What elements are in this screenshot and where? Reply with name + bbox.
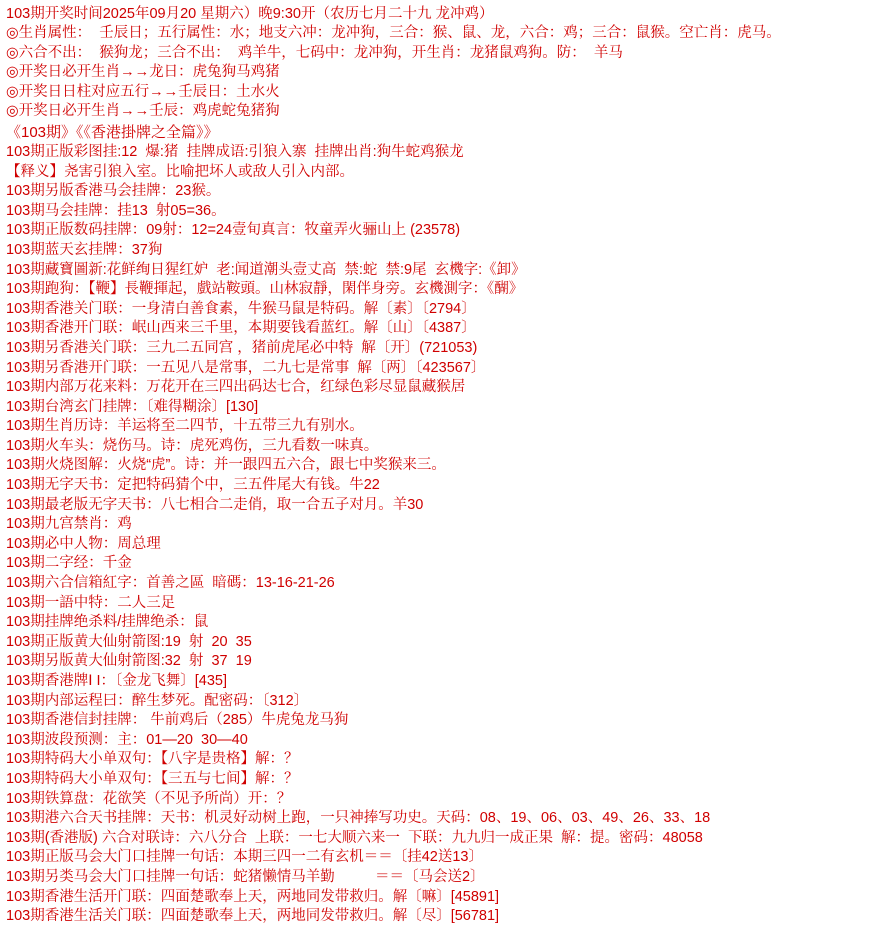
body-line: 103期正版数码挂牌：09射：12=24壹旬真言：牧童弄火骊山上 (23578) [6,222,461,239]
body-line: 103期另版黄大仙射箭图:32 射 37 19 [6,653,252,670]
body-line: 103期波段预测：主：01—20 30—40 [6,731,248,748]
body-line: 103期另版香港马会挂牌：23猴。 [6,183,221,200]
body-line: 103期(香港版) 六合对联诗：六八分合 上联：一七大顺六来一 下联：九九归一成正果 解：提。密码：48058 [6,829,703,846]
body-line: 103期藏寶圖新:花鲜绚日猩红妒 老:闻道潮头壹丈高 禁:蛇 禁:9尾 玄機字:《卸》 [6,261,526,278]
body-line: 103期另香港关门联：三九二五同宫 ，猪前虎尾必中特 解〔开〕(721053) [6,339,478,356]
body-line: 103期正版马会大门口挂牌一句话：本期三四一二有玄机＝＝〔挂42送13〕 [6,849,483,866]
body-line: 103期台湾玄门挂牌：〔难得糊涂〕[130] [6,398,259,415]
body-line: 103期火车头：烧伤马。诗：虎死鸡伤，三九看数一味真。 [6,437,379,454]
body-block [6,143,884,927]
body-line: 103期另类马会大门口挂牌一句话：蛇猪懒情马羊勤 ＝＝〔马会送2〕 [6,868,485,885]
body-line: 103期必中人物：周总理 [6,535,161,552]
body-line: 103期生肖历诗：羊运将至二四节，十五带三九有别水。 [6,418,364,435]
attribute-line: ◎开奖日必开生肖→→龙日：虎兔狗马鸡猪 [6,64,280,81]
body-line: 【释义】尧害引狼入室。比喻把坏人或敌人引入内部。 [6,163,354,180]
body-line: 103期另香港开门联：一五见八是常事，二九七是常事 解〔两〕〔423567〕 [6,359,486,376]
body-line: 103期马会挂牌：挂13 射05=36。 [6,202,226,219]
body-line: 103期内部运程曰：醉生梦死。配密码：〔312〕 [6,692,309,709]
attribute-line: ◎六合不出： 猴狗龙；三合不出： 鸡羊牛，七码中：龙冲狗，开生肖：龙猪鼠鸡狗。防： 羊马 [6,44,623,61]
body-line: 103期香港开门联：岷山西来三千里，本期要钱看蓝红。解〔山〕〔4387〕 [6,320,476,337]
body-line: 103期一語中特：二人三足 [6,594,176,611]
body-line: 103期火烧图解：火烧“虎”。诗：并一跟四五六合，跟七中奖猴来三。 [6,457,446,474]
body-line: 103期跑狗：【鞭】長鞭揮起，戲站鞍頭。山林寂靜，閑伴身旁。玄機測字：《醐》 [6,281,524,298]
body-line: 103期香港生活开门联：四面楚歌奉上天，两地同发带救归。解〔嘛〕[45891] [6,888,500,905]
body-line: 103期特码大小单双句：【八字是贵格】解：？ [6,751,299,768]
body-line: 103期铁算盘：花欲笑（不见予所尚）开：？ [6,790,292,807]
body-line: 103期香港生活关门联：四面楚歌奉上天，两地同发带救归。解〔尽〕[56781] [6,908,500,925]
body-line: 103期挂牌绝杀料/挂牌绝杀：鼠 [6,614,209,631]
draw-time-header: 103期开奖时间2025年09月20 星期六）晚9:30开（农历七月二十九 龙冲鸡） [6,6,494,22]
body-line: 103期港六合天书挂牌：天书：机灵好动树上跑，一只神捧写功史。天码：08、19、06、03、49、26、33、18 [6,810,711,827]
body-line: 103期最老版无字天书：八七相合二走俏，取一合五子对月。羊30 [6,496,424,513]
body-line: 103期六合信箱紅字：首善之區 暗碼：13-16-21-26 [6,575,335,592]
body-line: 103期特码大小单双句：【三五与七间】解：？ [6,770,299,787]
body-line: 103期香港信封挂牌： 牛前鸡后（285）牛虎兔龙马狗 [6,712,349,729]
body-line: 103期二字经：千金 [6,555,132,572]
body-line: 103期无字天书：定把特码猜个中，三五件尾大有钱。牛22 [6,477,380,494]
body-line: 103期香港关门联：一身清白善食素，牛猴马鼠是特码。解〔素〕〔2794〕 [6,300,476,317]
body-line: 103期正版黄大仙射箭图:19 射 20 35 [6,633,252,650]
attribute-line: ◎开奖日日柱对应五行→→壬辰日：土水火 [6,83,280,100]
body-line: 103期九宫禁肖：鸡 [6,516,132,533]
body-line: 103期正版彩图挂:12 爆:猪 挂牌成语:引狼入寨 挂牌出肖:狗牛蛇鸡猴龙 [6,143,464,160]
section-title: 《103期》《《香港掛牌之全篇》》 [6,123,219,141]
body-line: 103期内部万花来料：万花开在三四出码达七合，红绿色彩尽显鼠藏猴居 [6,379,466,396]
attribute-line: ◎开奖日必开生肖→→壬辰：鸡虎蛇兔猪狗 [6,103,280,120]
attribute-line: ◎生肖属性： 壬辰日；五行属性：水；地支六冲：龙冲狗，三合：猴、鼠、龙，六合：鸡；三合：鼠猴。空亡肖：虎马。 [6,25,781,41]
body-line: 103期蓝天玄挂牌：37狗 [6,241,163,258]
body-line: 103期香港牌Ⅰ I：〔金龙飞舞〕[435] [6,673,228,689]
attribute-block [6,24,884,122]
